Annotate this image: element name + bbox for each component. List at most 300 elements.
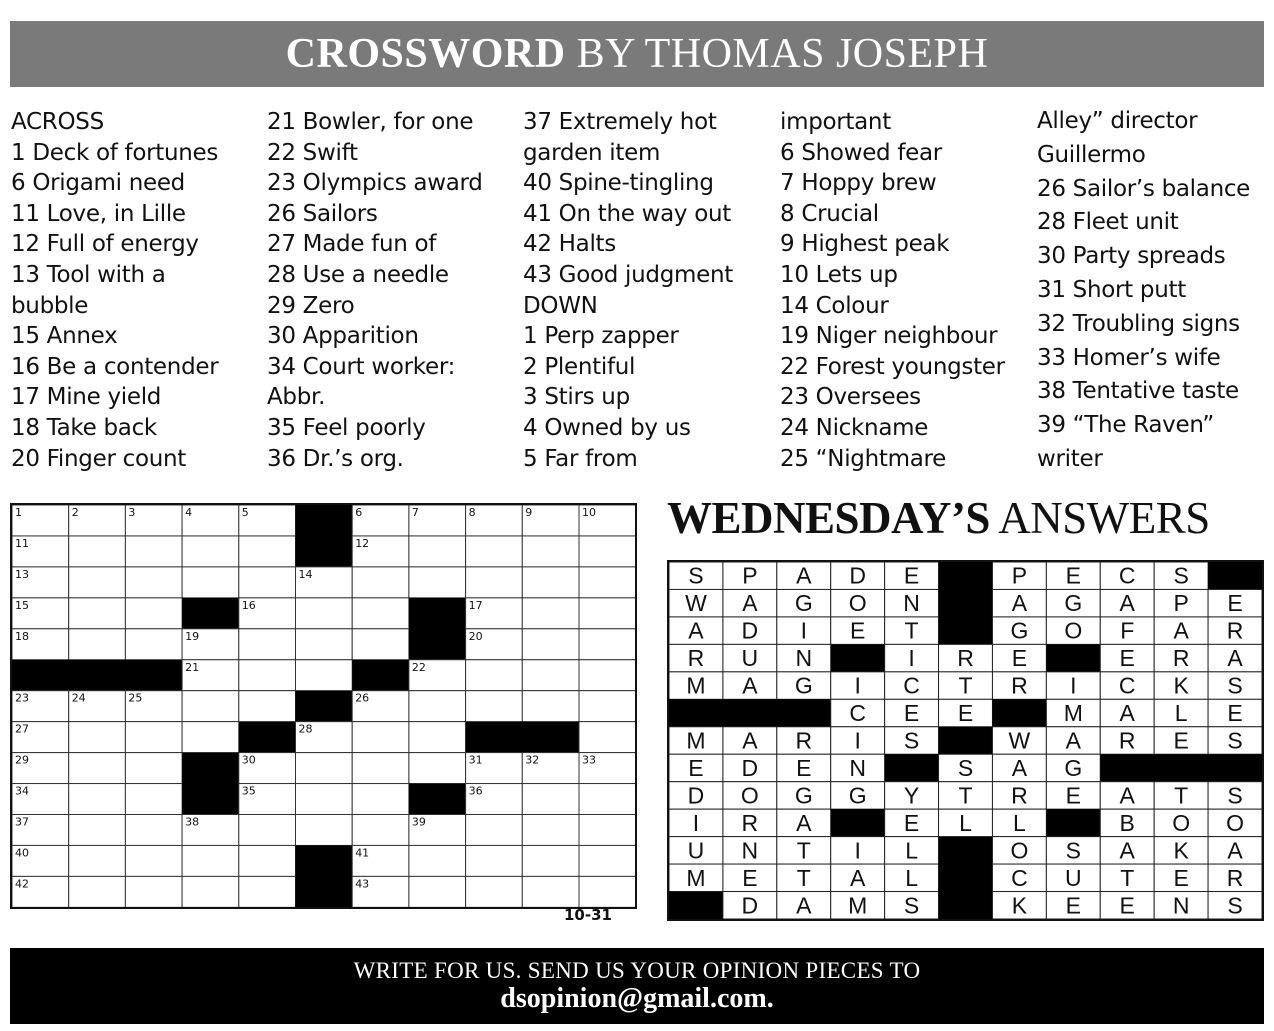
grid-cell[interactable] [579,784,635,815]
clue-line: 40 Spine-tingling [523,170,714,197]
clue-number: 14 [298,567,313,581]
grid-cell[interactable] [239,567,296,598]
answer-letter: D [741,754,759,781]
answer-letter: G [1010,617,1029,644]
grid-cell[interactable] [296,815,353,846]
clue-line: 23 Olympics award [267,170,483,197]
clue-line: garden item [523,139,661,166]
black-square [669,699,723,727]
answers-grid [667,560,1264,921]
clue-line: 43 Good judgment [523,261,733,288]
black-square [409,598,466,629]
clue-line: 12 Full of energy [11,231,199,258]
grid-cell[interactable] [182,845,239,876]
answer-letter: T [796,837,811,864]
grid-cell[interactable] [296,660,353,691]
answers-grid-svg [669,562,1262,919]
grid-cell[interactable] [182,567,239,598]
answer-letter: C [1118,672,1136,699]
clue-line: 16 Be a contender [11,353,219,380]
grid-cell[interactable] [579,722,635,753]
grid-cell[interactable] [522,567,579,598]
grid-cell[interactable] [296,784,353,815]
grid-cell[interactable] [352,722,409,753]
grid-cell[interactable] [466,815,523,846]
grid-cell[interactable] [239,815,296,846]
clue-line: important [780,109,891,135]
clue-number: 29 [15,753,29,767]
black-square [1208,754,1262,782]
grid-cell[interactable] [409,691,466,722]
grid-cell[interactable] [125,753,182,784]
answer-letter: G [1064,754,1083,781]
answer-letter: R [795,727,813,754]
black-square [669,892,723,919]
grid-cell[interactable] [69,815,126,846]
clue-number: 11 [15,536,29,550]
grid-cell[interactable] [125,567,182,598]
clue-number: 8 [468,506,476,519]
grid-cell[interactable] [409,753,466,784]
answer-letter: L [905,864,918,891]
clue-number: 2 [71,506,79,519]
grid-cell[interactable] [182,691,239,722]
clue-number: 19 [185,629,200,643]
clue-line: 41 On the way out [523,200,732,227]
answer-letter: A [1119,782,1135,809]
answer-letter: A [1119,837,1135,864]
grid-cell[interactable] [125,815,182,846]
answer-letter: I [854,727,861,754]
grid-cell[interactable] [69,784,126,815]
clue-number: 5 [241,506,249,519]
answer-letter: R [1118,727,1136,754]
answer-letter: G [848,782,867,809]
clue-line: 39 “The Raven” [1037,412,1214,439]
answer-letter: D [741,617,759,644]
grid-cell[interactable] [69,536,126,567]
clue-number: 36 [468,784,483,798]
grid-cell[interactable] [409,567,466,598]
black-square [296,845,353,876]
clue-line: 3 Stirs up [523,384,630,411]
clue-number: 28 [298,722,313,736]
answer-letter: O [1064,617,1083,644]
clue-line: 28 Fleet unit [1037,209,1179,236]
clue-number: 27 [15,722,29,736]
grid-cell[interactable] [69,722,126,753]
answer-letter: G [794,672,813,699]
answer-letter: T [958,672,973,699]
clue-line: Abbr. [267,384,326,411]
clue-number: 26 [355,691,370,705]
grid-cell[interactable] [409,876,466,907]
clue-number: 12 [355,536,370,550]
answer-letter: I [800,617,807,644]
clue-column-4 [780,107,1005,474]
answer-letter: D [741,892,759,919]
grid-cell[interactable] [296,629,353,660]
black-square [939,892,993,919]
grid-cell[interactable] [239,845,296,876]
grid-cell[interactable] [352,567,409,598]
clue-line: 17 Mine yield [11,384,162,411]
answer-letter: E [796,754,812,781]
answer-letter: W [1008,727,1031,754]
grid-cell[interactable] [239,629,296,660]
answer-letter: C [1011,864,1028,891]
answer-letter: N [1172,892,1190,919]
answer-letter: T [796,864,811,891]
answer-letter: E [903,700,920,727]
clue-number: 23 [15,691,29,705]
black-square [12,660,183,691]
clue-line: 34 Court worker: [267,353,456,380]
answer-letter: A [1173,617,1189,644]
grid-cell[interactable] [466,536,523,567]
answer-letter: G [794,782,813,809]
answer-letter: E [1119,892,1135,919]
clue-line: 21 Bowler, for one [267,109,474,135]
clue-line: Guillermo [1037,141,1146,168]
grid-cell[interactable] [125,845,182,876]
answer-letter: E [688,754,704,781]
answer-letter: R [687,645,705,672]
grid-cell[interactable] [69,845,126,876]
black-square [831,644,885,672]
answer-letter: L [1174,700,1188,727]
clue-line: 30 Party spreads [1037,243,1226,270]
puzzle-date: 10-31 [564,906,612,924]
clue-number: 33 [582,753,596,767]
answer-letter: U [687,837,705,864]
clue-number: 20 [468,629,483,643]
footer-banner [10,948,1264,1024]
answer-letter: I [854,672,861,699]
black-square [1046,809,1100,837]
grid-cell[interactable] [409,845,466,876]
answer-letter: E [742,864,758,891]
answer-letter: O [740,782,759,809]
answer-letter: S [903,892,920,919]
answer-letter: O [1010,837,1029,864]
grid-cell[interactable] [239,876,296,907]
clue-line: 32 Troubling signs [1037,310,1240,337]
answer-letter: W [685,590,707,617]
answer-letter: K [1173,837,1189,864]
answer-letter: P [1011,562,1028,589]
answer-letter: D [849,562,866,589]
clue-number: 18 [15,629,29,643]
answer-letter: N [795,645,813,672]
clue-line: 11 Love, in Lille [11,200,186,227]
clue-line: 5 Far from [523,445,638,472]
answer-letter: E [850,617,866,644]
clue-line: 7 Hoppy brew [780,170,937,197]
black-square [723,699,777,727]
grid-cell[interactable] [125,876,182,907]
answer-letter: A [1011,590,1028,617]
answer-letter: I [908,645,915,672]
clue-line: 10 Lets up [780,261,898,288]
grid-cell[interactable] [182,876,239,907]
black-square [182,753,239,784]
answer-letter: R [1011,782,1028,809]
answer-letter: G [794,590,813,617]
crossword-grid-svg [12,505,635,907]
black-square [182,598,239,629]
clue-line: 26 Sailors [267,200,378,227]
answer-letter: S [1227,727,1243,754]
grid-cell[interactable] [69,567,126,598]
grid-cell[interactable] [522,536,579,567]
black-square [992,699,1046,727]
grid-cell[interactable] [125,722,182,753]
grid-cell[interactable] [579,536,635,567]
answer-letter: I [1070,672,1077,699]
answer-letter: I [692,809,700,836]
grid-cell[interactable] [522,876,579,907]
answer-letter: A [850,864,866,891]
answer-letter: A [796,892,812,919]
answers-heading-rest: ANSWERS [998,493,1210,543]
answer-letter: R [1226,617,1244,644]
grid-cell[interactable] [522,660,579,691]
answer-letter: S [1227,782,1243,809]
grid-cell[interactable] [522,845,579,876]
answer-letter: I [854,837,861,864]
grid-cell[interactable] [579,660,635,691]
grid-cell[interactable] [352,598,409,629]
black-square [939,562,993,590]
grid-cell[interactable] [352,629,409,660]
grid-cell[interactable] [182,722,239,753]
footer-email[interactable]: dsopinion@gmail.com. [500,983,774,1014]
answer-letter: L [1013,809,1026,836]
grid-cell[interactable] [579,629,635,660]
black-square [239,722,296,753]
grid-cell[interactable] [239,691,296,722]
answer-letter: O [1172,809,1191,836]
grid-cell[interactable] [522,629,579,660]
grid-cell[interactable] [125,629,182,660]
clue-line: 23 Oversees [780,384,921,411]
grid-cell[interactable] [522,598,579,629]
grid-cell[interactable] [409,536,466,567]
clue-line: 37 Extremely hot [523,109,717,135]
grid-cell[interactable] [352,815,409,846]
clue-number: 13 [15,567,29,581]
clue-number: 30 [241,753,256,767]
black-square [777,699,831,727]
grid-cell[interactable] [522,784,579,815]
answer-letter: Y [903,782,920,809]
grid-cell[interactable] [182,536,239,567]
grid-cell[interactable] [579,815,635,846]
clue-line: DOWN [523,292,598,319]
grid-cell[interactable] [579,876,635,907]
clue-number: 1 [15,506,22,519]
answer-letter: A [1119,590,1135,617]
grid-cell[interactable] [69,629,126,660]
grid-cell[interactable] [69,753,126,784]
grid-cell[interactable] [352,753,409,784]
grid-cell[interactable] [409,722,466,753]
clue-number: 21 [185,660,200,674]
clue-line: 35 Feel poorly [267,414,426,441]
answer-letter: E [1227,700,1243,727]
grid-cell[interactable] [522,815,579,846]
answer-letter: P [742,562,758,589]
answer-letter: A [796,562,812,589]
answer-letter: M [848,892,868,919]
grid-cell[interactable] [466,845,523,876]
answer-letter: F [1120,617,1135,644]
answer-letter: A [688,617,704,644]
grid-cell[interactable] [466,567,523,598]
answer-letter: E [1065,562,1081,589]
answer-letter: T [958,782,973,809]
answer-letter: M [686,864,706,891]
grid-cell[interactable] [296,598,353,629]
clue-column-2 [267,107,483,474]
black-square [1046,644,1100,672]
clue-number: 39 [411,815,426,829]
clue-line: 31 Short putt [1037,276,1186,303]
answer-letter: E [1173,727,1189,754]
clue-line: 6 Origami need [11,170,185,197]
clue-line: 22 Forest youngster [780,353,1005,380]
grid-cell[interactable] [239,536,296,567]
answer-letter: A [1227,837,1243,864]
clue-number: 35 [241,784,256,798]
clue-column-3 [523,107,733,474]
clue-line: 9 Highest peak [780,231,950,258]
answer-letter: U [1065,864,1082,891]
clue-line: 14 Colour [780,292,889,319]
grid-cell[interactable] [466,876,523,907]
answer-letter: E [1173,864,1189,891]
grid-cell[interactable] [466,691,523,722]
answer-letter: S [1227,892,1243,919]
clue-number: 25 [128,691,143,705]
grid-cell[interactable] [579,691,635,722]
grid-cell[interactable] [466,660,523,691]
answer-letter: K [1173,672,1189,699]
answer-letter: A [1011,754,1028,781]
black-square [296,691,353,722]
answer-letter: O [1226,809,1244,836]
clue-number: 3 [128,506,136,519]
black-square [831,809,885,837]
answer-letter: E [903,562,920,589]
clue-line: 20 Finger count [11,445,187,472]
grid-cell[interactable] [125,598,182,629]
clue-column-1 [11,107,218,474]
answer-letter: E [957,700,974,727]
grid-cell[interactable] [522,691,579,722]
clue-line: Alley” director [1037,108,1198,134]
clue-number: 37 [15,815,29,829]
answer-letter: E [1011,645,1028,672]
black-square [939,617,993,645]
clue-line: 33 Homer’s wife [1037,344,1221,371]
header-banner [10,21,1264,87]
clue-number: 40 [15,846,29,860]
grid-cell[interactable] [125,536,182,567]
grid-cell[interactable] [69,598,126,629]
grid-cell[interactable] [579,845,635,876]
black-square [1100,754,1154,782]
clue-line: 4 Owned by us [523,414,691,441]
answer-letter: A [742,590,758,617]
answer-letter: D [687,782,705,809]
clue-line: 6 Showed fear [780,139,942,166]
answer-letter: T [1174,782,1189,809]
answer-letter: E [903,809,920,836]
answer-letter: K [1011,892,1028,919]
clue-column-5 [1037,105,1250,477]
answer-letter: A [796,809,812,836]
answer-letter: E [1065,782,1081,809]
clue-line: 26 Sailor’s balance [1037,175,1251,202]
answer-letter: N [849,754,866,781]
grid-cell[interactable] [352,784,409,815]
black-square [939,727,993,755]
answer-letter: U [741,645,759,672]
answer-letter: R [1226,864,1244,891]
answer-letter: S [1173,562,1189,589]
crossword-grid[interactable] [10,503,637,909]
black-square [296,505,353,536]
title-byline: BY THOMAS JOSEPH [576,31,989,77]
grid-cell[interactable] [296,753,353,784]
clue-number: 7 [411,506,419,519]
answer-letter: M [686,727,706,754]
answer-letter: A [1227,645,1243,672]
answer-letter: M [1063,700,1083,727]
answers-heading [667,492,1210,544]
clue-number: 17 [468,598,483,612]
grid-cell[interactable] [579,567,635,598]
clue-line: 1 Deck of fortunes [11,139,219,166]
clue-line: 1 Perp zapper [523,323,679,350]
answer-letter: A [1065,727,1081,754]
clue-line: 13 Tool with a [11,261,166,288]
clue-number: 32 [525,753,540,767]
clue-line: 27 Made fun of [267,231,437,258]
black-square [296,536,353,567]
black-square [885,754,939,782]
grid-cell[interactable] [125,784,182,815]
answer-letter: P [1173,590,1189,617]
page-title [286,30,989,78]
black-square [409,629,466,660]
clue-line: 19 Niger neighbour [780,323,998,350]
clue-number: 34 [15,784,29,798]
clue-line: 36 Dr.’s org. [267,445,404,472]
answer-letter: C [903,672,920,699]
answer-letter: N [741,837,759,864]
answer-letter: S [688,562,704,589]
grid-cell[interactable] [239,660,296,691]
black-square [466,722,580,753]
answer-letter: B [1119,809,1135,836]
grid-cell[interactable] [579,598,635,629]
black-square [182,784,239,815]
grid-cell[interactable] [69,876,126,907]
clue-line: 22 Swift [267,139,358,166]
